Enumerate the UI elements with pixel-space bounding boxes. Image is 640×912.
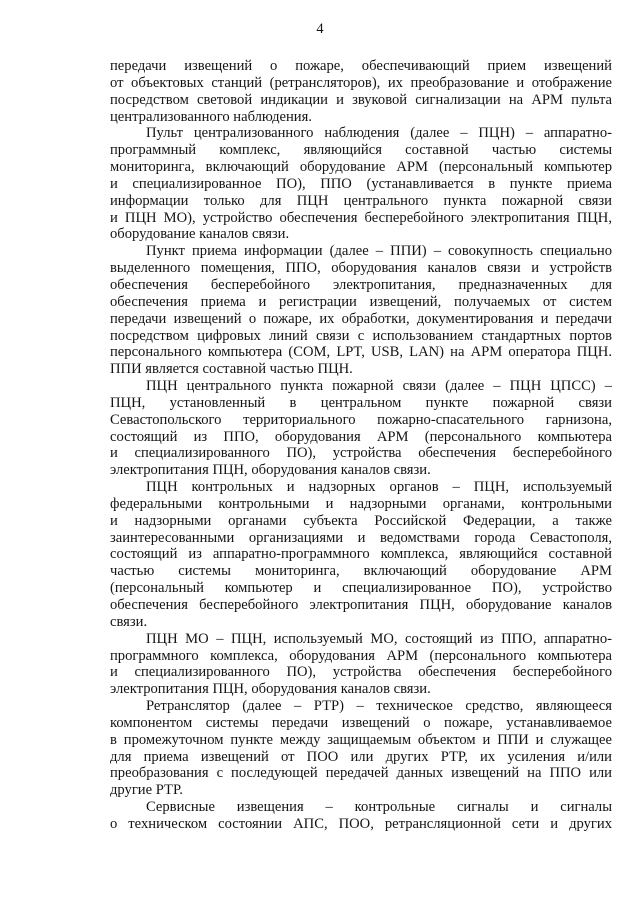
paragraph-line: состоящий из ППО, оборудования АРМ (персонального компьютера: [110, 428, 612, 445]
paragraph-line: и ПЦН МО), устройство обеспечения бесперебойного электропитания ПЦН,: [110, 209, 612, 226]
paragraph-line: оборудование каналов связи.: [110, 226, 290, 243]
paragraph: [110, 631, 612, 698]
paragraph-line: в промежуточном пункте между защищаемым объектом и ППИ и служащее: [110, 731, 612, 748]
paragraph-line: частью системы мониторинга, включающий оборудование АРМ: [110, 563, 612, 580]
paragraph-line: программного комплекса, оборудования АРМ (персонального компьютера: [110, 647, 612, 664]
paragraph-line: компонентом системы передачи извещений о пожаре, устанавливаемое: [110, 714, 612, 731]
paragraph-line: выделенного помещения, ППО, оборудования каналов связи и устройств: [110, 260, 612, 277]
page-number: 4: [316, 21, 324, 37]
paragraph-line: для приема извещений от ПОО или других РТР, их усиления и/или: [110, 748, 612, 765]
paragraph-line: заинтересованными организациями и ведомствами города Севастополя,: [110, 529, 612, 546]
paragraph-line: ПЦН центрального пункта пожарной связи (далее – ПЦН ЦПСС) –: [146, 378, 612, 395]
paragraph-line: Севастопольского территориального пожарно-спасательного гарнизона,: [110, 411, 612, 428]
paragraph-line: централизованного наблюдения.: [110, 108, 312, 125]
paragraph-line: персонального компьютера (COM, LPT, USB, LAN) на АРМ оператора ПЦН.: [110, 344, 612, 361]
paragraph: [110, 378, 612, 479]
paragraph-line: и специализированного ПО), устройства обеспечения бесперебойного: [110, 664, 612, 681]
paragraph-line: ПЦН, установленный в центральном пункте пожарной связи: [110, 394, 612, 411]
paragraph-line: другие РТР.: [110, 782, 183, 799]
paragraph-line: мониторинга, включающий оборудование АРМ (персональный компьютер: [110, 159, 612, 176]
paragraph: [110, 243, 612, 378]
paragraph: [110, 58, 612, 125]
paragraph-line: и надзорными органами субъекта Российской Федерации, а также: [110, 512, 612, 529]
paragraph-line: ПЦН контрольных и надзорных органов – ПЦН, используемый: [146, 479, 612, 496]
paragraph-line: посредством световой индикации и звуковой сигнализации на АРМ пульта: [110, 91, 612, 108]
paragraph-line: о техническом состоянии АПС, ПОО, ретрансляционной сети и других: [110, 815, 612, 832]
paragraph: [110, 698, 612, 799]
paragraph-line: ПЦН МО – ПЦН, используемый МО, состоящий из ППО, аппаратно-: [146, 630, 612, 647]
paragraph-line: и специализированное ПО), ППО (устанавливается в пункте приема: [110, 175, 612, 192]
paragraph-line: преобразования с последующей передачей данных извещений на ППО или: [110, 765, 612, 782]
paragraph-line: передачи извещений о пожаре, их обработки, документирования и передачи: [110, 310, 612, 327]
paragraph-line: и специализированного ПО), устройства обеспечения бесперебойного: [110, 445, 612, 462]
paragraph-line: электропитания ПЦН, оборудования каналов связи.: [110, 462, 431, 479]
paragraph-line: информации только для ПЦН центрального пункта пожарной связи: [110, 192, 612, 209]
paragraph-line: передачи извещений о пожаре, обеспечивающий прием извещений: [110, 58, 612, 74]
document-body: [110, 58, 612, 833]
paragraph-line: обеспечения бесперебойного электропитания ПЦН, оборудование каналов: [110, 597, 612, 613]
paragraph-line: электропитания ПЦН, оборудования каналов связи.: [110, 681, 431, 698]
paragraph-line: программный комплекс, являющийся составной частью системы: [110, 142, 612, 159]
paragraph: [110, 125, 612, 243]
paragraph-line: обеспечения бесперебойного электропитания, предназначенных для: [110, 276, 612, 293]
paragraph: [110, 799, 612, 833]
paragraph-line: Сервисные извещения – контрольные сигналы и сигналы: [146, 799, 612, 816]
paragraph-line: Ретранслятор (далее – РТР) – техническое средство, являющееся: [146, 698, 612, 715]
paragraph-line: (персональный компьютер и специализированное ПО), устройство: [110, 580, 612, 597]
paragraph-line: посредством цифровых линий связи с использованием стандартных портов: [110, 327, 612, 344]
paragraph-line: ППИ является составной частью ПЦН.: [110, 361, 353, 378]
paragraph-line: федеральными контрольными и надзорными органами, контрольными: [110, 495, 612, 512]
paragraph-line: связи.: [110, 613, 148, 630]
paragraph-line: Пункт приема информации (далее – ППИ) – совокупность специально: [146, 243, 612, 260]
paragraph-line: состоящий из аппаратно-программного комплекса, являющийся составной: [110, 546, 612, 563]
paragraph-line: Пульт централизованного наблюдения (далее – ПЦН) – аппаратно-: [146, 125, 612, 142]
paragraph-line: от объектовых станций (ретрансляторов), их преобразование и отображение: [110, 74, 612, 91]
paragraph-line: обеспечения приема и регистрации извещений, получаемых от систем: [110, 293, 612, 310]
paragraph: [110, 479, 612, 631]
